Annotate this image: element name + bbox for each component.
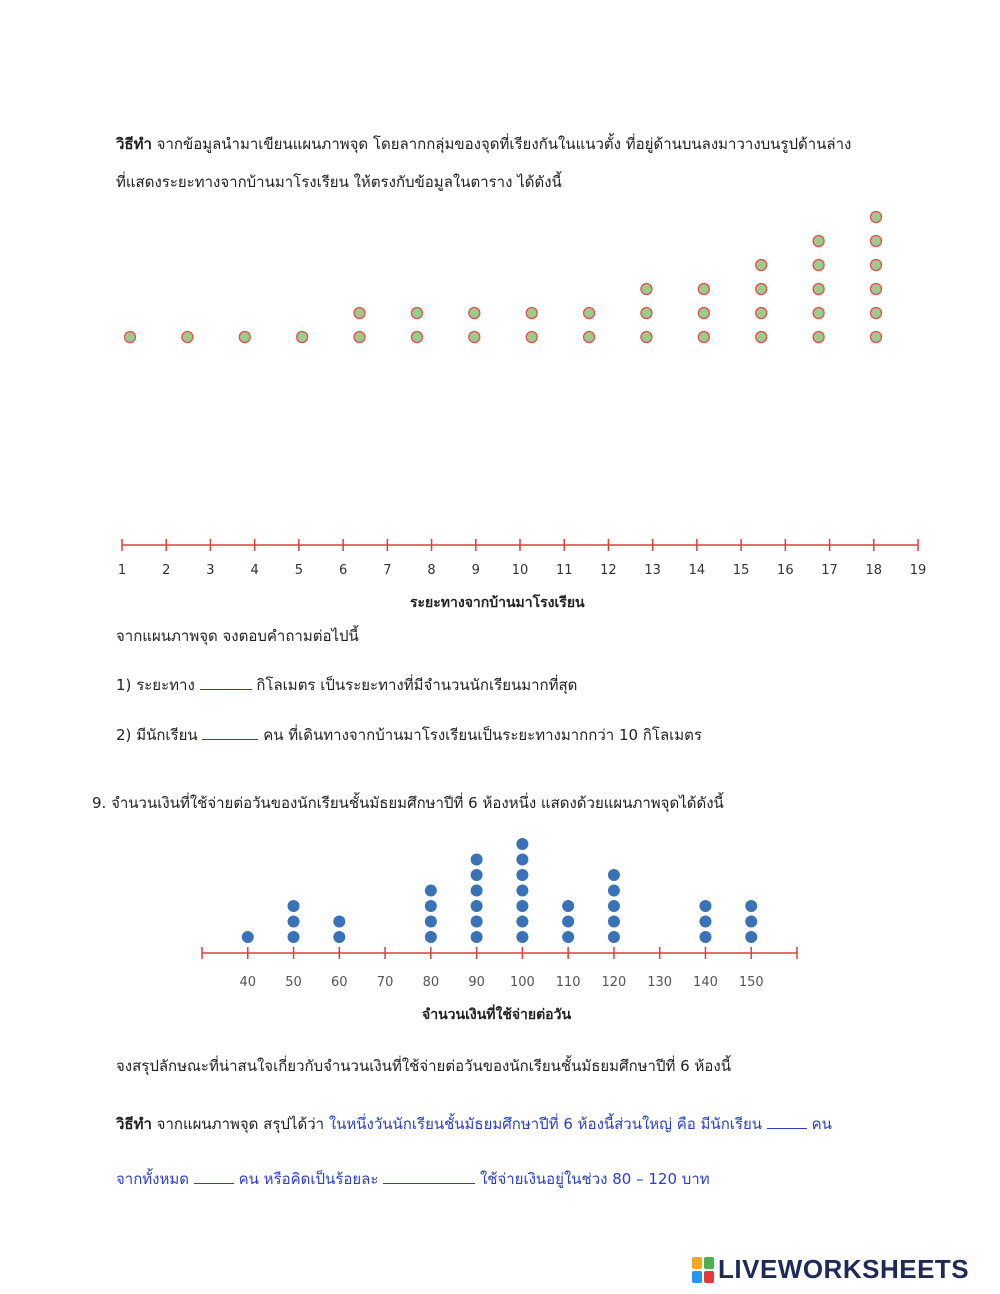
plot1-dot — [526, 308, 537, 319]
plot1-dot — [813, 284, 824, 295]
plot2-dot — [608, 885, 620, 897]
plot1-dot — [469, 332, 480, 343]
plot2-dot — [333, 916, 345, 928]
plot1-tick-label: 7 — [383, 563, 392, 578]
questions-intro: จากแผนภาพจุด จงตอบคำถามต่อไปนี้ — [116, 627, 359, 645]
plot1-tick-label: 6 — [338, 563, 348, 578]
plot1-tick-label: 15 — [732, 563, 750, 578]
plot2-dot — [562, 931, 574, 943]
q9-number: 9. — [92, 794, 107, 812]
plot1-draggable-group[interactable] — [297, 332, 308, 343]
q2-text-after: คน ที่เดินทางจากบ้านมาโรงเรียนเป็นระยะทางมากกว่า 10 กิโลเมตร — [263, 726, 702, 744]
plot1-dot — [641, 284, 652, 295]
plot2-dot — [471, 916, 483, 928]
plot1-draggable-groups — [125, 212, 882, 343]
plot2-dot — [516, 931, 528, 943]
plot2-tick-label: 60 — [331, 975, 348, 990]
plot1-dot — [641, 308, 652, 319]
plot2-tick-label: 120 — [601, 975, 627, 990]
plot2-dot — [333, 931, 345, 943]
plot1-dot — [756, 308, 767, 319]
method1-line2: ที่แสดงระยะทางจากบ้านมาโรงเรียน ให้ตรงกับข้อมูลในตาราง ได้ดังนี้ — [116, 173, 562, 191]
plot2-dot — [608, 900, 620, 912]
plot2-tick-label: 140 — [693, 975, 718, 990]
plot1-dot — [584, 308, 595, 319]
plot2-dot — [699, 900, 711, 912]
plot1-draggable-group[interactable] — [584, 308, 595, 343]
plot1-dot — [182, 332, 193, 343]
plot1-tick-label: 8 — [427, 563, 436, 578]
plot1-tick-label: 17 — [821, 563, 838, 578]
plot2-dot — [745, 931, 757, 943]
plot1-draggable-group[interactable] — [239, 332, 250, 343]
plot2-dot — [699, 931, 711, 943]
plot1-tick-label: 18 — [865, 563, 883, 578]
plot2-dot — [425, 931, 437, 943]
method2-label: วิธีทำ — [116, 1115, 152, 1133]
plot2-dot — [242, 931, 254, 943]
plot2-dot — [471, 900, 483, 912]
plot2-tick-label: 150 — [738, 975, 764, 990]
plot1-tick-label: 10 — [511, 563, 529, 578]
liveworksheets-logo-icon — [692, 1257, 714, 1283]
plot2-dot — [471, 854, 483, 866]
answer-blank-total[interactable] — [194, 1167, 234, 1184]
plot1-tick-label: 16 — [777, 563, 794, 578]
plot1-dot — [125, 332, 136, 343]
plot1-draggable-group[interactable] — [182, 332, 193, 343]
plot2-tick-label: 80 — [422, 975, 440, 990]
plot2-dot — [516, 869, 528, 881]
plot2-tick-label: 90 — [468, 975, 485, 990]
plot1-tick-label: 3 — [206, 563, 215, 578]
plot1-dot — [239, 332, 250, 343]
plot1-tick-label: 5 — [294, 563, 304, 578]
plot1-draggable-group[interactable] — [469, 308, 480, 343]
q1-number: 1) — [116, 676, 132, 694]
plot2-dot — [288, 931, 300, 943]
plot1-dot — [813, 260, 824, 271]
q2-text-before: มีนักเรียน — [136, 726, 198, 744]
method2-line2 — [116, 1167, 710, 1189]
plot2-dot — [425, 885, 437, 897]
method2-line2-a: จากทั้งหมด — [116, 1170, 190, 1188]
plot2-dot — [562, 900, 574, 912]
plot1-tick-label: 4 — [250, 563, 259, 578]
liveworksheets-brand: LIVEWORKSHEETS — [718, 1254, 970, 1284]
method2-intro: จากแผนภาพจุด สรุปได้ว่า — [156, 1115, 325, 1133]
plot1-dot — [354, 308, 365, 319]
plot1-tick-label: 14 — [688, 563, 706, 578]
plot2-dot — [516, 854, 528, 866]
plot1-draggable-group[interactable] — [641, 284, 652, 343]
plot1-dot — [698, 284, 709, 295]
plot1-draggable-group[interactable] — [756, 260, 767, 343]
plot2-dot — [608, 931, 620, 943]
plot2-tick-label: 100 — [509, 975, 535, 990]
plot1-dot — [813, 308, 824, 319]
plot2-dot — [425, 900, 437, 912]
plot1-tick-label: 11 — [555, 563, 573, 578]
plot1-dot — [641, 332, 652, 343]
plot1-dot — [813, 236, 824, 247]
plot1-tick-label: 1 — [117, 563, 127, 578]
plot1-dot — [871, 260, 882, 271]
plot2-tick-label: 40 — [239, 975, 257, 990]
plot2-dot — [745, 900, 757, 912]
question-2 — [116, 723, 702, 745]
method2-blue-part2: คน — [811, 1115, 832, 1133]
plot2-dot — [288, 900, 300, 912]
plot2-tick-label: 50 — [285, 975, 302, 990]
plot2-tick-label: 110 — [555, 975, 581, 990]
summary-prompt: จงสรุปลักษณะที่น่าสนใจเกี่ยวกับจำนวนเงินที่ใช้จ่ายต่อวันของนักเรียนชั้นมัธยมศึกษาปีที่ 6 ห้องนี้ — [116, 1057, 731, 1075]
plot1-dot — [698, 332, 709, 343]
plot2-dot — [471, 869, 483, 881]
method2-line2-b: คน หรือคิดเป็นร้อยละ — [238, 1170, 379, 1188]
question-9 — [92, 793, 724, 813]
plot1-dot — [756, 260, 767, 271]
plot2-dot — [516, 916, 528, 928]
plot1-dot — [871, 236, 882, 247]
plot1-dot — [297, 332, 308, 343]
plot2-tick-label: 70 — [376, 975, 394, 990]
plot1-dot — [871, 212, 882, 223]
plot1-tick-label: 2 — [162, 563, 171, 578]
q2-answer-blank[interactable] — [202, 723, 258, 740]
liveworksheets-logo — [692, 1254, 969, 1285]
plot2-tick-label: 130 — [647, 975, 673, 990]
plot2-dot — [562, 916, 574, 928]
question-1 — [116, 673, 577, 695]
plot2-axis — [202, 947, 797, 990]
plot1-dot — [526, 332, 537, 343]
plot2-dot — [608, 869, 620, 881]
q9-text: จำนวนเงินที่ใช้จ่ายต่อวันของนักเรียนชั้นมัธยมศึกษาปีที่ 6 ห้องหนึ่ง แสดงด้วยแผนภาพจุดได้ดังนี้ — [111, 794, 724, 812]
plot2-dot — [699, 916, 711, 928]
plot1-dot — [469, 308, 480, 319]
plot2-dot — [516, 838, 528, 850]
plot1-dot — [756, 332, 767, 343]
plot1-draggable-group[interactable] — [813, 236, 824, 343]
plot2-dot — [608, 916, 620, 928]
method2-blue-part1: ในหนึ่งวันนักเรียนชั้นมัธยมศึกษาปีที่ 6 ห้องนี้ส่วนใหญ่ คือ มีนักเรียน — [328, 1115, 762, 1133]
plot2-dot — [471, 931, 483, 943]
plot1-dot — [813, 332, 824, 343]
plot1-draggable-group[interactable] — [411, 308, 422, 343]
method2-line2-c: ใช้จ่ายเงินอยู่ในช่วง 80 – 120 บาท — [479, 1170, 710, 1188]
plot1-dot — [871, 332, 882, 343]
plot1-dot — [871, 308, 882, 319]
plot2-dot — [516, 900, 528, 912]
plot1-dot — [871, 284, 882, 295]
q2-number: 2) — [116, 726, 132, 744]
plot2-dot — [516, 885, 528, 897]
plot2-dot — [425, 916, 437, 928]
plot2-dot — [745, 916, 757, 928]
plot1-axis — [118, 539, 926, 578]
plot1-dot — [354, 332, 365, 343]
q1-answer-blank[interactable] — [200, 673, 252, 690]
plot1-tick-label: 19 — [909, 563, 927, 578]
plot2-dots — [242, 838, 757, 943]
plot2-dot — [288, 916, 300, 928]
q1-text-before: ระยะทาง — [136, 676, 195, 694]
plot2-axis-title: จำนวนเงินที่ใช้จ่ายต่อวัน — [422, 1007, 572, 1023]
method1-text-line1: จากข้อมูลนำมาเขียนแผนภาพจุด โดยลากกลุ่มของจุดที่เรียงกันในแนวตั้ง ที่อยู่ด้านบนลงมาวางบนรูปด้านล่าง — [156, 135, 852, 153]
method2-line1 — [116, 1112, 832, 1134]
plot1-dot — [411, 332, 422, 343]
plot1-tick-label: 13 — [644, 563, 661, 578]
plot1-tick-label: 9 — [471, 563, 480, 578]
plot2-dot — [471, 885, 483, 897]
method1-label: วิธีทำ — [116, 135, 152, 153]
plot1-dot — [584, 332, 595, 343]
answer-blank-percent[interactable] — [383, 1167, 475, 1184]
q1-text-after: กิโลเมตร เป็นระยะทางที่มีจำนวนนักเรียนมากที่สุด — [256, 676, 578, 694]
answer-blank-majority[interactable] — [767, 1112, 807, 1129]
plot1-axis-title: ระยะทางจากบ้านมาโรงเรียน — [410, 595, 585, 611]
plot1-draggable-group[interactable] — [526, 308, 537, 343]
plot1-dot — [411, 308, 422, 319]
plot1-draggable-group[interactable] — [125, 332, 136, 343]
plot1-draggable-group[interactable] — [698, 284, 709, 343]
plot1-dot — [698, 308, 709, 319]
plot1-dot — [756, 284, 767, 295]
plot1-draggable-group[interactable] — [354, 308, 365, 343]
plot1-draggable-group[interactable] — [871, 212, 882, 343]
plot1-tick-label: 12 — [600, 563, 617, 578]
